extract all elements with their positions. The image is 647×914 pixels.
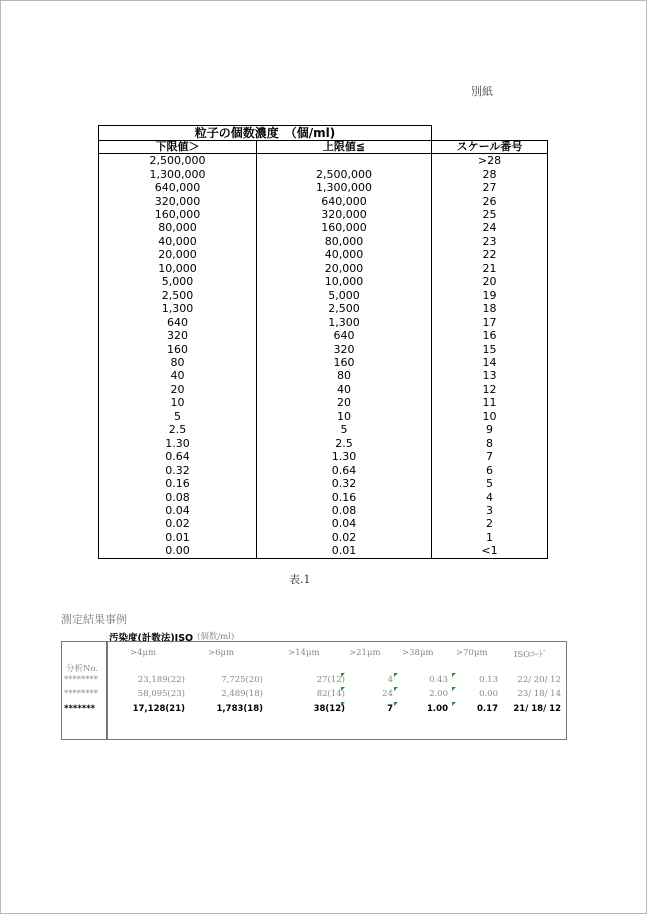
lower-limit-cell: 0.16 xyxy=(99,477,257,490)
col-header-21um: >21μm xyxy=(349,648,381,658)
particle-concentration-table xyxy=(98,125,548,559)
scale-number-cell: 2 xyxy=(432,517,548,530)
comment-marker-icon xyxy=(452,673,456,677)
table-row xyxy=(99,477,548,490)
lower-limit-cell: 20,000 xyxy=(99,248,257,261)
scale-number-cell: 18 xyxy=(432,302,548,315)
table-row xyxy=(99,490,548,503)
scale-number-cell: 24 xyxy=(432,221,548,234)
col-header-iso-code: ISOｺｰﾄﾞ xyxy=(514,650,548,660)
upper-limit-cell: 1,300 xyxy=(257,315,432,328)
lower-limit-cell: 1,300,000 xyxy=(99,167,257,180)
lower-limit-cell: 5,000 xyxy=(99,275,257,288)
results-title: 汚染度(計数法)ISO xyxy=(109,633,194,644)
comment-marker-icon xyxy=(341,673,345,677)
scale-number-cell: 10 xyxy=(432,410,548,423)
table-caption: 表.1 xyxy=(289,573,311,586)
scale-number-cell: 13 xyxy=(432,369,548,382)
result-cell: 23/ 18/ 14 xyxy=(517,689,561,699)
table-row xyxy=(99,154,548,168)
lower-limit-cell: 160,000 xyxy=(99,208,257,221)
lower-limit-cell: 0.08 xyxy=(99,490,257,503)
lower-limit-cell: 2,500 xyxy=(99,289,257,302)
upper-limit-cell: 160 xyxy=(257,356,432,369)
table-row xyxy=(99,181,548,194)
table-row xyxy=(99,437,548,450)
result-cell: 21/ 18/ 12 xyxy=(513,704,561,714)
result-cell: 1.00 xyxy=(427,704,448,714)
result-cell: 17,128(21) xyxy=(132,704,185,714)
upper-limit-cell: 2,500 xyxy=(257,302,432,315)
table-row xyxy=(99,329,548,342)
upper-limit-cell: 40 xyxy=(257,383,432,396)
lower-limit-cell: 160 xyxy=(99,342,257,355)
upper-limit-cell: 640 xyxy=(257,329,432,342)
scale-number-cell: 16 xyxy=(432,329,548,342)
upper-limit-cell: 20 xyxy=(257,396,432,409)
comment-marker-icon xyxy=(341,702,345,706)
comment-marker-icon xyxy=(394,702,398,706)
result-cell: 0.13 xyxy=(479,675,498,685)
lower-limit-cell: 2.5 xyxy=(99,423,257,436)
table-row xyxy=(99,383,548,396)
upper-limit-cell: 2.5 xyxy=(257,437,432,450)
result-cell: 2.00 xyxy=(429,689,448,699)
scale-number-cell: 14 xyxy=(432,356,548,369)
table-row xyxy=(99,410,548,423)
table-row xyxy=(99,463,548,476)
table-row xyxy=(99,302,548,315)
comment-marker-icon xyxy=(394,673,398,677)
header-upper-limit: 上限値≦ xyxy=(257,141,432,154)
lower-limit-cell: 640 xyxy=(99,315,257,328)
lower-limit-cell: 20 xyxy=(99,383,257,396)
col-header-38um: >38μm xyxy=(402,648,434,658)
result-cell: 24 xyxy=(382,689,393,699)
upper-limit-cell: 10,000 xyxy=(257,275,432,288)
lower-limit-cell: 80 xyxy=(99,356,257,369)
upper-limit-cell: 640,000 xyxy=(257,194,432,207)
table-row xyxy=(99,396,548,409)
upper-limit-cell: 5 xyxy=(257,423,432,436)
table-header-row xyxy=(99,141,548,154)
table-row xyxy=(99,289,548,302)
result-cell: 22/ 20/ 12 xyxy=(517,675,561,685)
header-scale-number: スケール番号 xyxy=(432,141,548,154)
upper-limit-cell: 40,000 xyxy=(257,248,432,261)
lower-limit-cell: 640,000 xyxy=(99,181,257,194)
result-row-id: ******* xyxy=(64,704,96,714)
upper-limit-cell: 0.64 xyxy=(257,463,432,476)
result-cell: 7 xyxy=(387,704,393,714)
scale-number-cell: 4 xyxy=(432,490,548,503)
col-header-70um: >70μm xyxy=(456,648,488,658)
scale-number-cell: 3 xyxy=(432,504,548,517)
col-header-14um: >14μm xyxy=(288,648,320,658)
upper-limit-cell: 2,500,000 xyxy=(257,167,432,180)
scale-number-cell: 21 xyxy=(432,262,548,275)
comment-marker-icon xyxy=(452,687,456,691)
lower-limit-cell: 320,000 xyxy=(99,194,257,207)
lower-limit-cell: 2,500,000 xyxy=(99,154,257,168)
scale-number-cell: 1 xyxy=(432,531,548,544)
lower-limit-cell: 0.04 xyxy=(99,504,257,517)
row-header-label: 分析No. xyxy=(66,664,99,674)
results-unit: (個数/ml) xyxy=(197,632,235,642)
table-row xyxy=(99,342,548,355)
table-row xyxy=(99,315,548,328)
table-title-blank xyxy=(432,126,548,141)
lower-limit-cell: 5 xyxy=(99,410,257,423)
result-cell: 58,095(23) xyxy=(137,689,185,699)
annex-label: 別紙 xyxy=(471,85,493,98)
scale-number-cell: 8 xyxy=(432,437,548,450)
table-row xyxy=(99,262,548,275)
result-cell: 23,189(22) xyxy=(137,675,185,685)
scale-number-cell: 11 xyxy=(432,396,548,409)
table-row xyxy=(99,531,548,544)
upper-limit-cell xyxy=(257,154,432,168)
results-table xyxy=(61,641,567,740)
table-row xyxy=(99,517,548,530)
scale-number-cell: 26 xyxy=(432,194,548,207)
scale-number-cell: 9 xyxy=(432,423,548,436)
scale-number-cell: 20 xyxy=(432,275,548,288)
scale-number-cell: 15 xyxy=(432,342,548,355)
lower-limit-cell: 1,300 xyxy=(99,302,257,315)
lower-limit-cell: 0.02 xyxy=(99,517,257,530)
upper-limit-cell: 160,000 xyxy=(257,221,432,234)
table-row xyxy=(99,208,548,221)
scale-number-cell: 27 xyxy=(432,181,548,194)
result-cell: 4 xyxy=(387,675,393,685)
example-title: 測定結果事例 xyxy=(61,613,127,626)
upper-limit-cell: 1,300,000 xyxy=(257,181,432,194)
table-row xyxy=(99,235,548,248)
scale-number-cell: 5 xyxy=(432,477,548,490)
lower-limit-cell: 320 xyxy=(99,329,257,342)
comment-marker-icon xyxy=(341,687,345,691)
comment-marker-icon xyxy=(452,702,456,706)
scale-number-cell: 12 xyxy=(432,383,548,396)
result-cell: 0.43 xyxy=(429,675,448,685)
result-cell: 1,783(18) xyxy=(216,704,263,714)
lower-limit-cell: 10,000 xyxy=(99,262,257,275)
table-title-row xyxy=(99,126,548,141)
scale-number-cell: 19 xyxy=(432,289,548,302)
result-cell: 0.00 xyxy=(479,689,498,699)
lower-limit-cell: 1.30 xyxy=(99,437,257,450)
upper-limit-cell: 80 xyxy=(257,369,432,382)
table-row xyxy=(99,275,548,288)
scale-number-cell: 17 xyxy=(432,315,548,328)
result-cell: 82(14) xyxy=(316,689,345,699)
scale-number-cell: 25 xyxy=(432,208,548,221)
upper-limit-cell: 0.08 xyxy=(257,504,432,517)
result-cell: 27(12) xyxy=(316,675,345,685)
table-row xyxy=(99,369,548,382)
scale-number-cell: 22 xyxy=(432,248,548,261)
results-divider xyxy=(106,642,108,739)
lower-limit-cell: 80,000 xyxy=(99,221,257,234)
table-row xyxy=(99,248,548,261)
upper-limit-cell: 1.30 xyxy=(257,450,432,463)
result-row-id: ******** xyxy=(64,689,98,699)
lower-limit-cell: 0.00 xyxy=(99,544,257,558)
upper-limit-cell: 10 xyxy=(257,410,432,423)
result-cell: 7,725(20) xyxy=(221,675,263,685)
table-row xyxy=(99,356,548,369)
table-row xyxy=(99,423,548,436)
upper-limit-cell: 320 xyxy=(257,342,432,355)
table-row xyxy=(99,221,548,234)
scale-number-cell: 7 xyxy=(432,450,548,463)
lower-limit-cell: 0.64 xyxy=(99,450,257,463)
upper-limit-cell: 0.32 xyxy=(257,477,432,490)
scale-number-cell: 23 xyxy=(432,235,548,248)
lower-limit-cell: 40 xyxy=(99,369,257,382)
result-cell: 38(12) xyxy=(313,704,345,714)
table-title: 粒子の個数濃度 （個/ml) xyxy=(99,126,432,141)
upper-limit-cell: 0.01 xyxy=(257,544,432,558)
upper-limit-cell: 5,000 xyxy=(257,289,432,302)
table-row xyxy=(99,450,548,463)
table-row xyxy=(99,504,548,517)
lower-limit-cell: 10 xyxy=(99,396,257,409)
result-cell: 2,489(18) xyxy=(221,689,263,699)
upper-limit-cell: 0.16 xyxy=(257,490,432,503)
result-row-id: ******** xyxy=(64,675,98,685)
lower-limit-cell: 40,000 xyxy=(99,235,257,248)
table-row xyxy=(99,167,548,180)
header-lower-limit: 下限値＞ xyxy=(99,141,257,154)
col-header-6um: >6μm xyxy=(208,648,235,658)
scale-number-cell: >28 xyxy=(432,154,548,168)
scale-number-cell: <1 xyxy=(432,544,548,558)
lower-limit-cell: 0.32 xyxy=(99,463,257,476)
lower-limit-cell: 0.01 xyxy=(99,531,257,544)
upper-limit-cell: 0.02 xyxy=(257,531,432,544)
table-row xyxy=(99,544,548,558)
result-cell: 0.17 xyxy=(477,704,498,714)
upper-limit-cell: 20,000 xyxy=(257,262,432,275)
upper-limit-cell: 0.04 xyxy=(257,517,432,530)
scale-number-cell: 6 xyxy=(432,463,548,476)
upper-limit-cell: 80,000 xyxy=(257,235,432,248)
table-row xyxy=(99,194,548,207)
col-header-4um: >4μm xyxy=(130,648,157,658)
comment-marker-icon xyxy=(394,687,398,691)
upper-limit-cell: 320,000 xyxy=(257,208,432,221)
scale-number-cell: 28 xyxy=(432,167,548,180)
